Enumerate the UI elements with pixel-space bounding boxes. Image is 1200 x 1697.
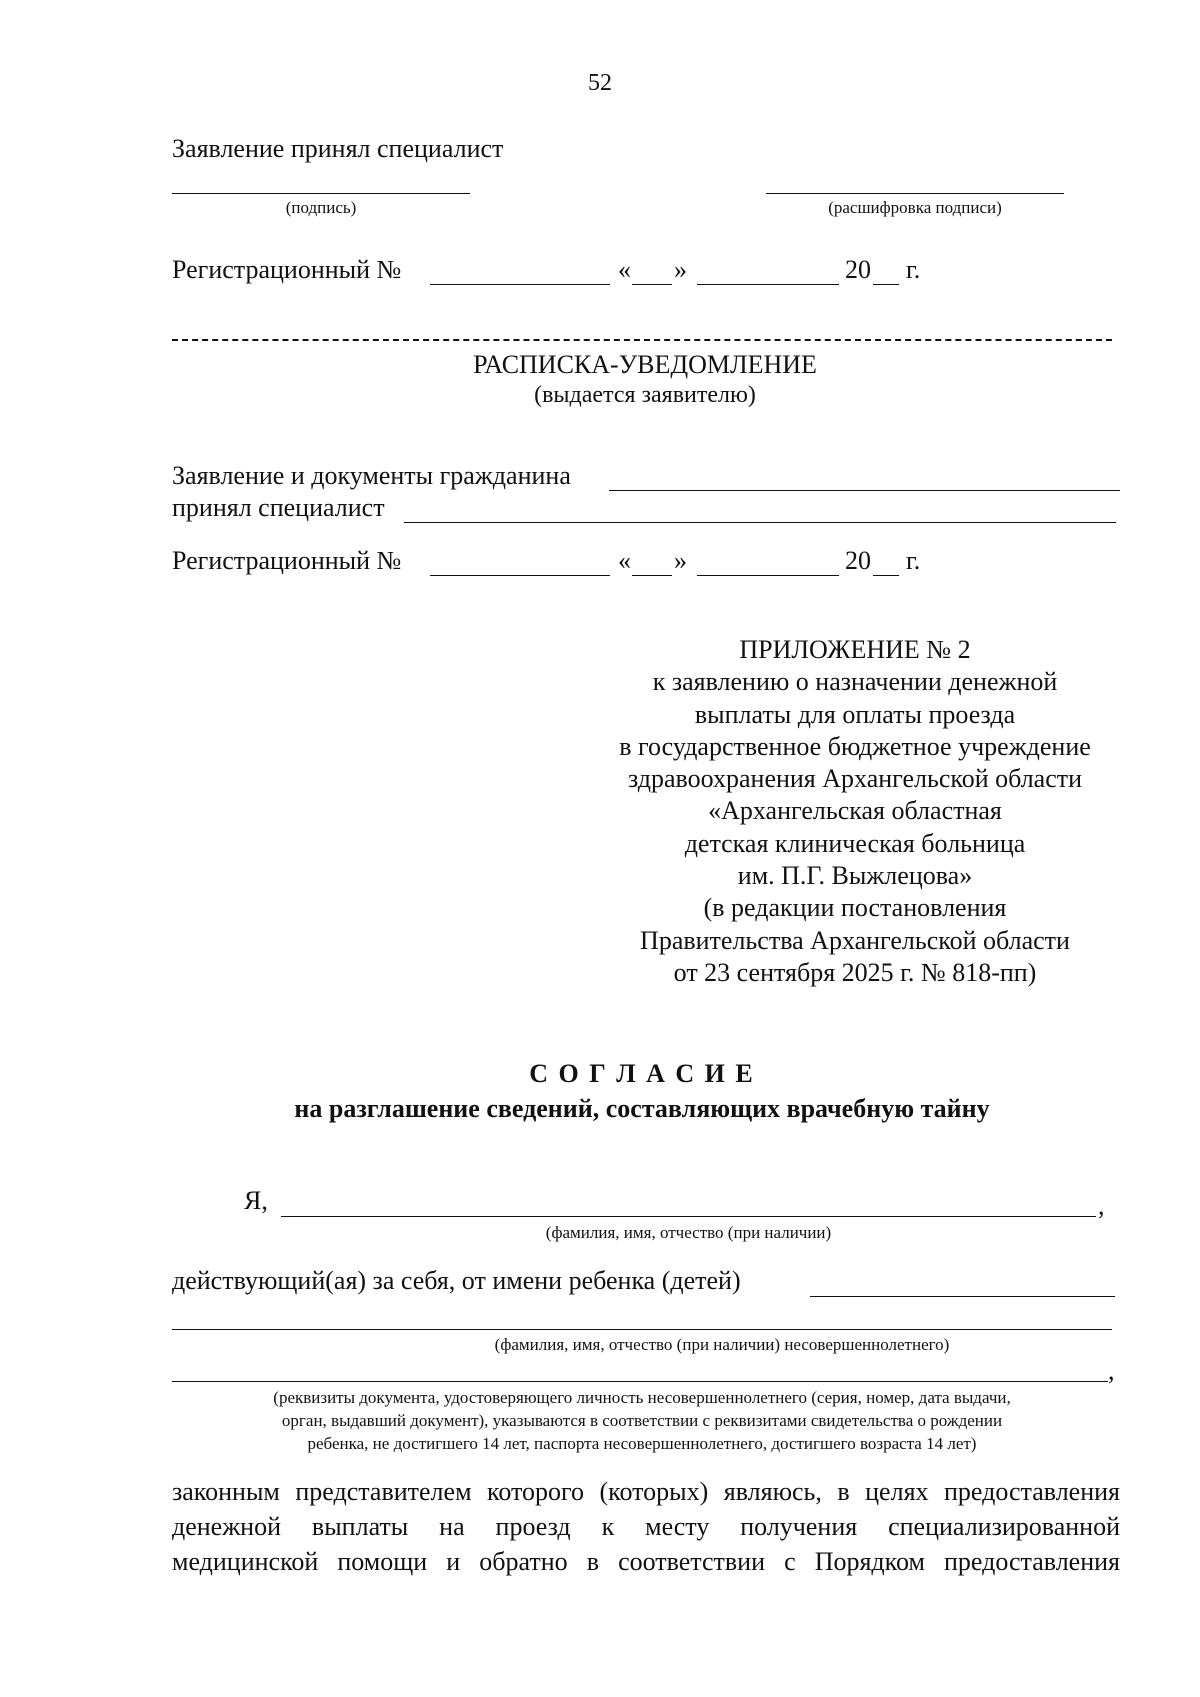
body-line: медицинской помощи и обратно в соответствии с Порядком предоставления — [172, 1547, 1120, 1576]
appendix-line: к заявлению о назначении денежной — [652, 667, 1058, 697]
year-prefix: 20 — [845, 255, 871, 284]
appendix-line: выплаты для оплаты проезда — [694, 699, 1016, 729]
receipt-month-line[interactable] — [697, 575, 839, 576]
docs-label: Заявление и документы гражданина — [172, 461, 571, 490]
body-line: законным представителем которого (которых) являюсь, в целях предоставления — [172, 1477, 1120, 1506]
quote-close: » — [674, 255, 687, 284]
appendix-line: ПРИЛОЖЕНИЕ № 2 — [739, 635, 971, 664]
consent-subtitle: на разглашение сведений, составляющих врачебную тайну — [294, 1094, 990, 1123]
appendix-line: Правительства Архангельской области — [640, 925, 1070, 955]
doc-caption-line: ребенка, не достигшего 14 лет, паспорта несовершеннолетнего, достигшего возраста 14 лет) — [307, 1434, 977, 1453]
receipt-quote-open: « — [618, 546, 631, 575]
receipt-year-prefix: 20 — [845, 546, 871, 575]
receipt-reg-number-line[interactable] — [430, 575, 610, 576]
signature-decode-caption: (расшифровка подписи) — [828, 198, 1002, 217]
year-suffix: г. — [906, 255, 921, 284]
body-line: денежной выплаты на проезд к месту получения специализированной — [172, 1512, 1120, 1541]
minor-fio-caption: (фамилия, имя, отчество (при наличии) несовершеннолетнего) — [494, 1335, 950, 1354]
cut-line — [172, 339, 1112, 341]
doc-caption — [172, 1386, 1112, 1455]
signature-line[interactable] — [172, 193, 470, 194]
acting-label: действующий(ая) за себя, от имени ребенка (детей) — [172, 1266, 741, 1295]
receipt-day-line[interactable] — [632, 575, 672, 576]
accepted-label: Заявление принял специалист — [172, 134, 504, 163]
fio-line[interactable] — [281, 1216, 1096, 1217]
signature-decode-line[interactable] — [766, 193, 1064, 194]
receipt-quote-close: » — [674, 546, 687, 575]
child-line[interactable] — [810, 1296, 1115, 1297]
appendix-line: им. П.Г. Выжлецова» — [737, 861, 973, 891]
i-label: Я, — [244, 1186, 268, 1215]
fio-comma: , — [1098, 1191, 1105, 1220]
reg-number-line[interactable] — [430, 284, 610, 285]
receipt-title: РАСПИСКА-УВЕДОМЛЕНИЕ — [473, 350, 817, 379]
appendix-line: в государственное бюджетное учреждение — [619, 731, 1091, 761]
doc-caption-line: орган, выдавший документ), указываются в соответствии с реквизитами свидетельства о рождении — [281, 1411, 1003, 1430]
appendix-line: детская клиническая больница — [684, 828, 1026, 858]
appendix-line: от 23 сентября 2025 г. № 818-пп) — [673, 957, 1037, 987]
minor-fio-line[interactable] — [172, 1329, 1112, 1330]
day-line[interactable] — [632, 284, 672, 285]
month-line[interactable] — [697, 284, 839, 285]
doc-comma: , — [1108, 1356, 1115, 1385]
consent-title: С О Г Л А С И Е — [529, 1059, 755, 1088]
citizen-line[interactable] — [609, 490, 1120, 491]
specialist-line[interactable] — [404, 522, 1116, 523]
doc-caption-line: (реквизиты документа, удостоверяющего личность несовершеннолетнего (серия, номер, дата выдачи, — [273, 1388, 1011, 1407]
appendix-block — [590, 634, 1120, 989]
specialist-label: принял специалист — [172, 493, 385, 522]
page-number: 52 — [588, 70, 612, 96]
doc-line[interactable] — [172, 1381, 1108, 1382]
appendix-line: (в редакции постановления — [703, 893, 1007, 923]
appendix-line: здравоохранения Архангельской области — [627, 764, 1083, 794]
receipt-year-suffix: г. — [906, 546, 921, 575]
fio-caption: (фамилия, имя, отчество (при наличии) — [545, 1223, 832, 1242]
quote-open: « — [618, 255, 631, 284]
appendix-line: «Архангельская областная — [708, 796, 1002, 826]
year-line[interactable] — [873, 284, 899, 285]
receipt-reg-label: Регистрационный № — [172, 546, 402, 575]
signature-caption: (подпись) — [285, 198, 357, 217]
receipt-year-line[interactable] — [873, 575, 899, 576]
receipt-subtitle: (выдается заявителю) — [534, 382, 756, 408]
reg-label: Регистрационный № — [172, 255, 402, 284]
